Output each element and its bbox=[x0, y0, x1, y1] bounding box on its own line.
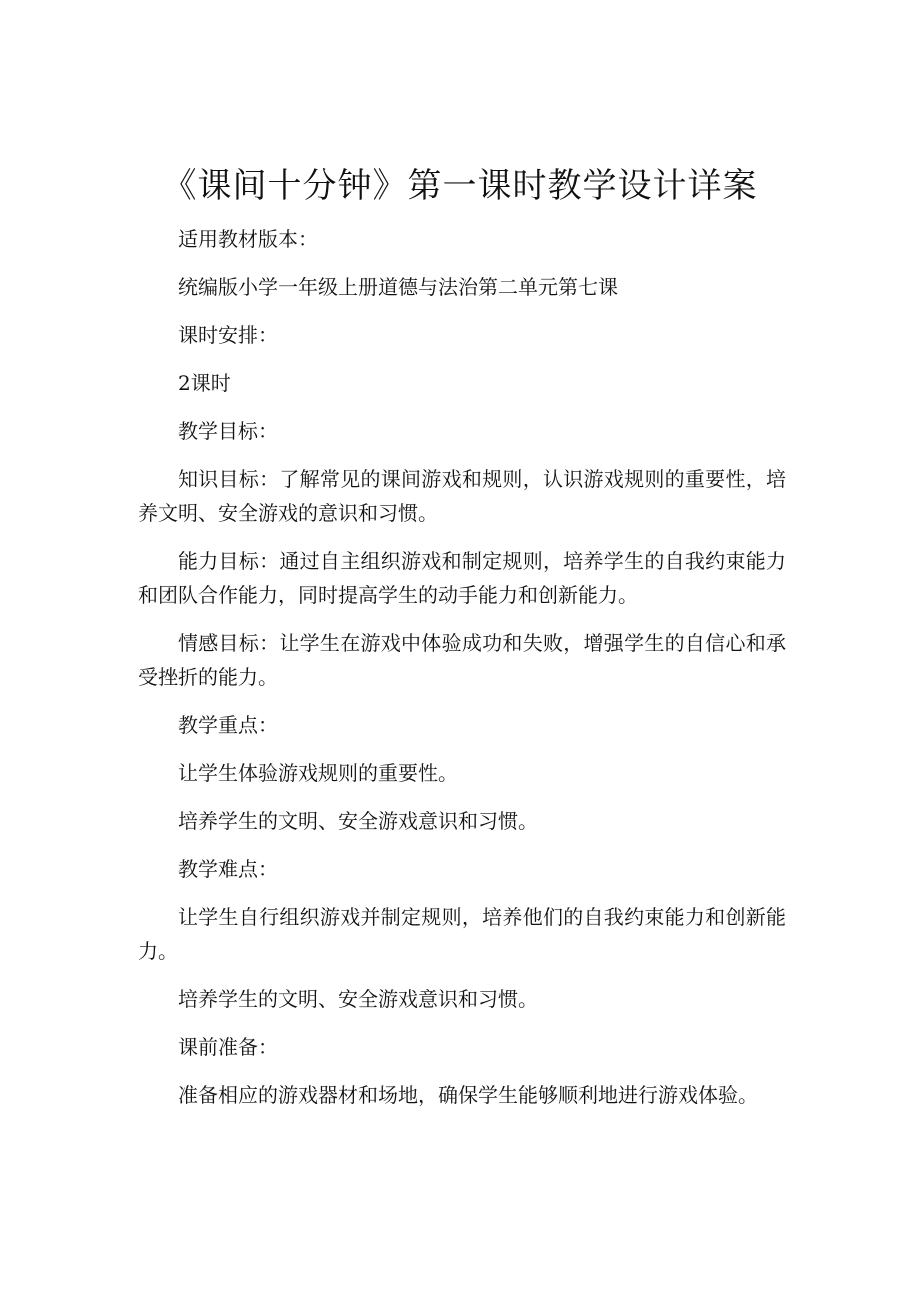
section-heading-objectives: 教学目标： bbox=[178, 419, 278, 443]
paragraph-textbook-version: 统编版小学一年级上册道德与法治第二单元第七课 bbox=[178, 275, 618, 299]
paragraph-ability-objective: 能力目标：通过自主组织游戏和制定规则，培养学生的自我约束能力和团队合作能力，同时提高学生的动手能力和创新能力。 bbox=[138, 549, 786, 607]
section-heading-difficulties: 教学难点： bbox=[178, 857, 278, 881]
paragraph-emotion-objective: 情感目标：让学生在游戏中体验成功和失败，增强学生的自信心和承受挫折的能力。 bbox=[138, 631, 786, 689]
paragraph-difficulty-2: 培养学生的文明、安全游戏意识和习惯。 bbox=[178, 987, 538, 1011]
section-heading-schedule: 课时安排： bbox=[178, 323, 278, 347]
paragraph-key-point-2: 培养学生的文明、安全游戏意识和习惯。 bbox=[178, 809, 538, 833]
paragraph-preparation: 准备相应的游戏器材和场地，确保学生能够顺利地进行游戏体验。 bbox=[178, 1083, 758, 1107]
document-title: 《课间十分钟》第一课时教学设计详案 bbox=[162, 165, 758, 206]
paragraph-key-point-1: 让学生体验游戏规则的重要性。 bbox=[178, 761, 458, 785]
paragraph-knowledge-objective: 知识目标：了解常见的课间游戏和规则，认识游戏规则的重要性，培养文明、安全游戏的意识和习惯。 bbox=[138, 467, 786, 525]
paragraph-difficulty-1: 让学生自行组织游戏并制定规则，培养他们的自我约束能力和创新能力。 bbox=[138, 905, 786, 963]
section-heading-key-points: 教学重点： bbox=[178, 713, 278, 737]
section-heading-preparation: 课前准备： bbox=[178, 1035, 278, 1059]
document-body bbox=[138, 222, 786, 1126]
paragraph-schedule: 2课时 bbox=[178, 371, 231, 395]
section-heading-textbook-version: 适用教材版本： bbox=[178, 227, 318, 251]
